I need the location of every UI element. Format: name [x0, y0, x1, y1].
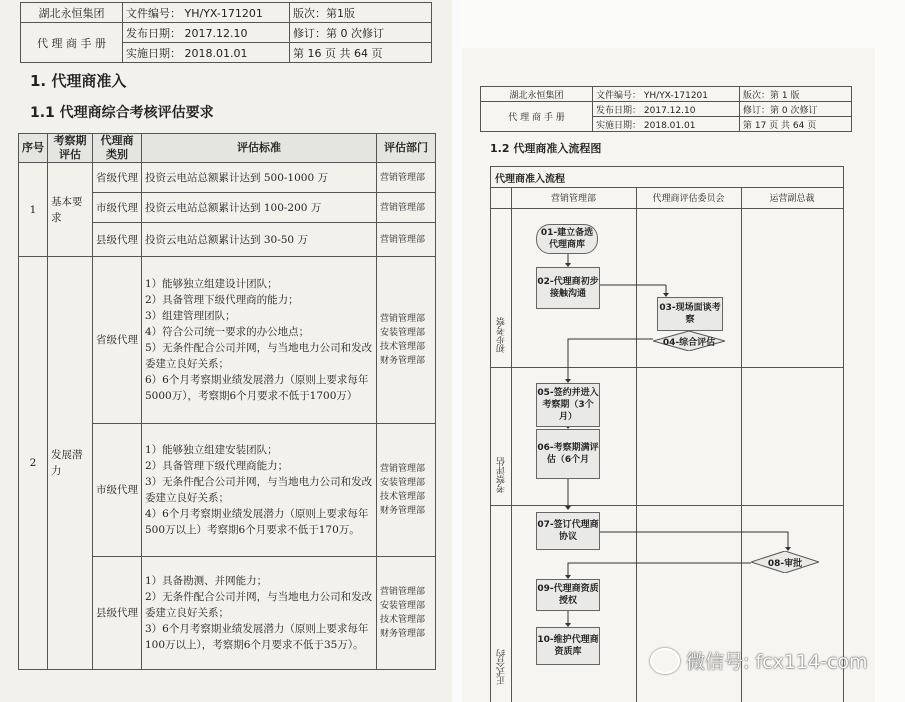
lane-committee-header: 代理商评估委员会	[652, 194, 725, 204]
category-cell: 市级代理	[93, 424, 142, 557]
dept-line: 技术管理部	[380, 342, 426, 352]
company-name: 湖北永恒集团	[21, 3, 123, 23]
revise-cell: 修订：第 0 次修订	[290, 23, 432, 43]
category-cell: 市级代理	[93, 193, 142, 223]
dept-list	[377, 257, 436, 424]
subsection-title: 1.1 代理商综合考核评估要求	[30, 105, 214, 121]
node-07-sign-agreement: 07-签订代理商协议	[536, 512, 600, 550]
standard-line: 5）无条件配合公司并网，与当地电力公司和发改委建立良好关系；	[145, 342, 373, 370]
standard-cell: 投资云电站总额累计达到 500-1000 万	[142, 163, 377, 193]
page-header-table	[480, 86, 852, 132]
decision-label: 08-审批	[767, 559, 803, 569]
dept-line: 营销管理部	[380, 464, 426, 474]
row-no: 1	[19, 163, 48, 257]
row-period: 发展潜力	[48, 257, 93, 670]
col-header-standard: 评估标准	[142, 134, 377, 163]
wechat-icon	[650, 648, 680, 674]
document-page-16	[0, 0, 452, 702]
node-01-build-candidate-library: 01-建立备选代理商库	[536, 224, 598, 254]
standard-line: 1）能够独立组建安装团队；	[145, 444, 278, 456]
section-title: 1.2 代理商准入流程图	[490, 142, 602, 155]
dept-cell: 营销管理部	[377, 223, 436, 257]
standard-line: 3）6个月考察期业绩发展潜力（原则上要求每年100万以上），考察期6个月要求不低于35万）。	[145, 623, 369, 651]
standard-line: 4）6个月考察期业绩发展潜力（原则上要求每年500万以上）考察期6个月要求不低于170万。	[145, 508, 369, 536]
page-gap	[452, 0, 462, 702]
page-number: 第 17 页 共 64 页	[740, 117, 852, 132]
dept-line: 技术管理部	[380, 615, 426, 625]
col-header-category: 代理商类别	[93, 134, 142, 163]
node-06-probation-evaluation: 06-考察期满评估（6个月	[536, 429, 600, 479]
dept-line: 安装管理部	[380, 478, 426, 488]
decision-label: 04-综合评估	[662, 338, 716, 348]
phase-label-evaluation: 考察评估	[497, 457, 507, 493]
standard-cell: 投资云电站总额累计达到 100-200 万	[142, 193, 377, 223]
dept-line: 营销管理部	[380, 314, 426, 324]
flowchart	[490, 166, 844, 702]
version-cell: 版次：第1版	[290, 3, 432, 23]
standard-line: 2）具备管理下级代理商的能力；	[145, 294, 299, 306]
standard-line: 6）6个月考察期业绩发展潜力（原则上要求每年5000万），考察期6个月要求不低于1700万）	[145, 374, 369, 402]
page-header-table	[20, 2, 432, 63]
dept-line: 安装管理部	[380, 601, 426, 611]
lane-marketing-header: 营销管理部	[550, 194, 596, 204]
standard-line: 1）能够独立组建设计团队；	[145, 278, 278, 290]
standard-list	[142, 557, 377, 670]
wechat-watermark	[650, 647, 868, 674]
lane-vp-header: 运营副总裁	[769, 194, 815, 204]
dept-line: 财务管理部	[380, 506, 426, 516]
standard-list	[142, 424, 377, 557]
category-cell: 省级代理	[93, 163, 142, 193]
standard-list	[142, 257, 377, 424]
standard-line: 4）符合公司统一要求的办公地点；	[145, 326, 310, 338]
node-10-maintain-qualification-library: 10-维护代理商资质库	[536, 627, 600, 665]
document-page-17	[462, 48, 875, 702]
standard-line: 2）具备管理下级代理商能力；	[145, 460, 289, 472]
standard-line: 3）无条件配合公司并网，与当地电力公司和发改委建立良好关系；	[145, 476, 373, 504]
category-cell: 县级代理	[93, 223, 142, 257]
page-margin-top	[462, 0, 905, 48]
dept-cell: 营销管理部	[377, 163, 436, 193]
doc-no-cell: 文件编号： YH/YX-171201	[593, 87, 740, 102]
col-header-period: 考察期评估	[48, 134, 93, 163]
phase-label-initial: 初步考察	[497, 317, 507, 353]
impl-date-cell: 实施日期： 2018.01.01	[593, 117, 740, 132]
standard-line: 1）具备勘测、并网能力；	[145, 575, 268, 587]
row-no: 2	[19, 257, 48, 670]
standard-cell: 投资云电站总额累计达到 30-50 万	[142, 223, 377, 257]
pub-date-cell: 发布日期： 2017.12.10	[123, 23, 290, 43]
node-08-approval	[751, 551, 819, 573]
company-name: 湖北永恒集团	[481, 87, 593, 102]
dept-line: 技术管理部	[380, 492, 426, 502]
col-header-no: 序号	[19, 134, 48, 163]
doc-no-cell: 文件编号： YH/YX-171201	[123, 3, 290, 23]
node-09-qualification-authorization: 09-代理商资质授权	[536, 579, 600, 611]
revise-cell: 修订：第 0 次修订	[740, 102, 852, 117]
row-period: 基本要求	[48, 163, 93, 257]
section-title: 1. 代理商准入	[30, 72, 127, 90]
standard-line: 2）无条件配合公司并网，与当地电力公司和发改委建立良好关系；	[145, 591, 373, 619]
pub-date-cell: 发布日期： 2017.12.10	[593, 102, 740, 117]
dept-cell: 营销管理部	[377, 193, 436, 223]
dept-list	[377, 424, 436, 557]
flowchart-title: 代理商准入流程	[495, 174, 565, 185]
page-margin-right	[875, 48, 905, 702]
manual-name: 代 理 商 手 册	[481, 102, 593, 132]
dept-list	[377, 557, 436, 670]
node-04-comprehensive-evaluation	[653, 331, 725, 351]
category-cell: 省级代理	[93, 257, 142, 424]
node-05-sign-probation: 05-签约并进入考察期（3个月）	[536, 383, 600, 427]
dept-line: 财务管理部	[380, 629, 426, 639]
node-03-onsite-interview: 03-现场面谈考察	[657, 297, 723, 331]
standard-line: 3）组建管理团队；	[145, 310, 236, 322]
assessment-table	[18, 133, 436, 670]
page-number: 第 16 页 共 64 页	[290, 43, 432, 63]
manual-name: 代 理 商 手 册	[21, 23, 123, 63]
dept-line: 安装管理部	[380, 328, 426, 338]
dept-line: 财务管理部	[380, 356, 426, 366]
impl-date-cell: 实施日期： 2018.01.01	[123, 43, 290, 63]
phase-label-contract: 正式合约	[497, 649, 507, 685]
node-02-initial-contact: 02-代理商初步接触沟通	[536, 267, 600, 309]
version-cell: 版次：第 1 版	[740, 87, 852, 102]
col-header-dept: 评估部门	[377, 134, 436, 163]
watermark-text: 微信号: fcx114-com	[686, 651, 868, 673]
category-cell: 县级代理	[93, 557, 142, 670]
dept-line: 营销管理部	[380, 587, 426, 597]
